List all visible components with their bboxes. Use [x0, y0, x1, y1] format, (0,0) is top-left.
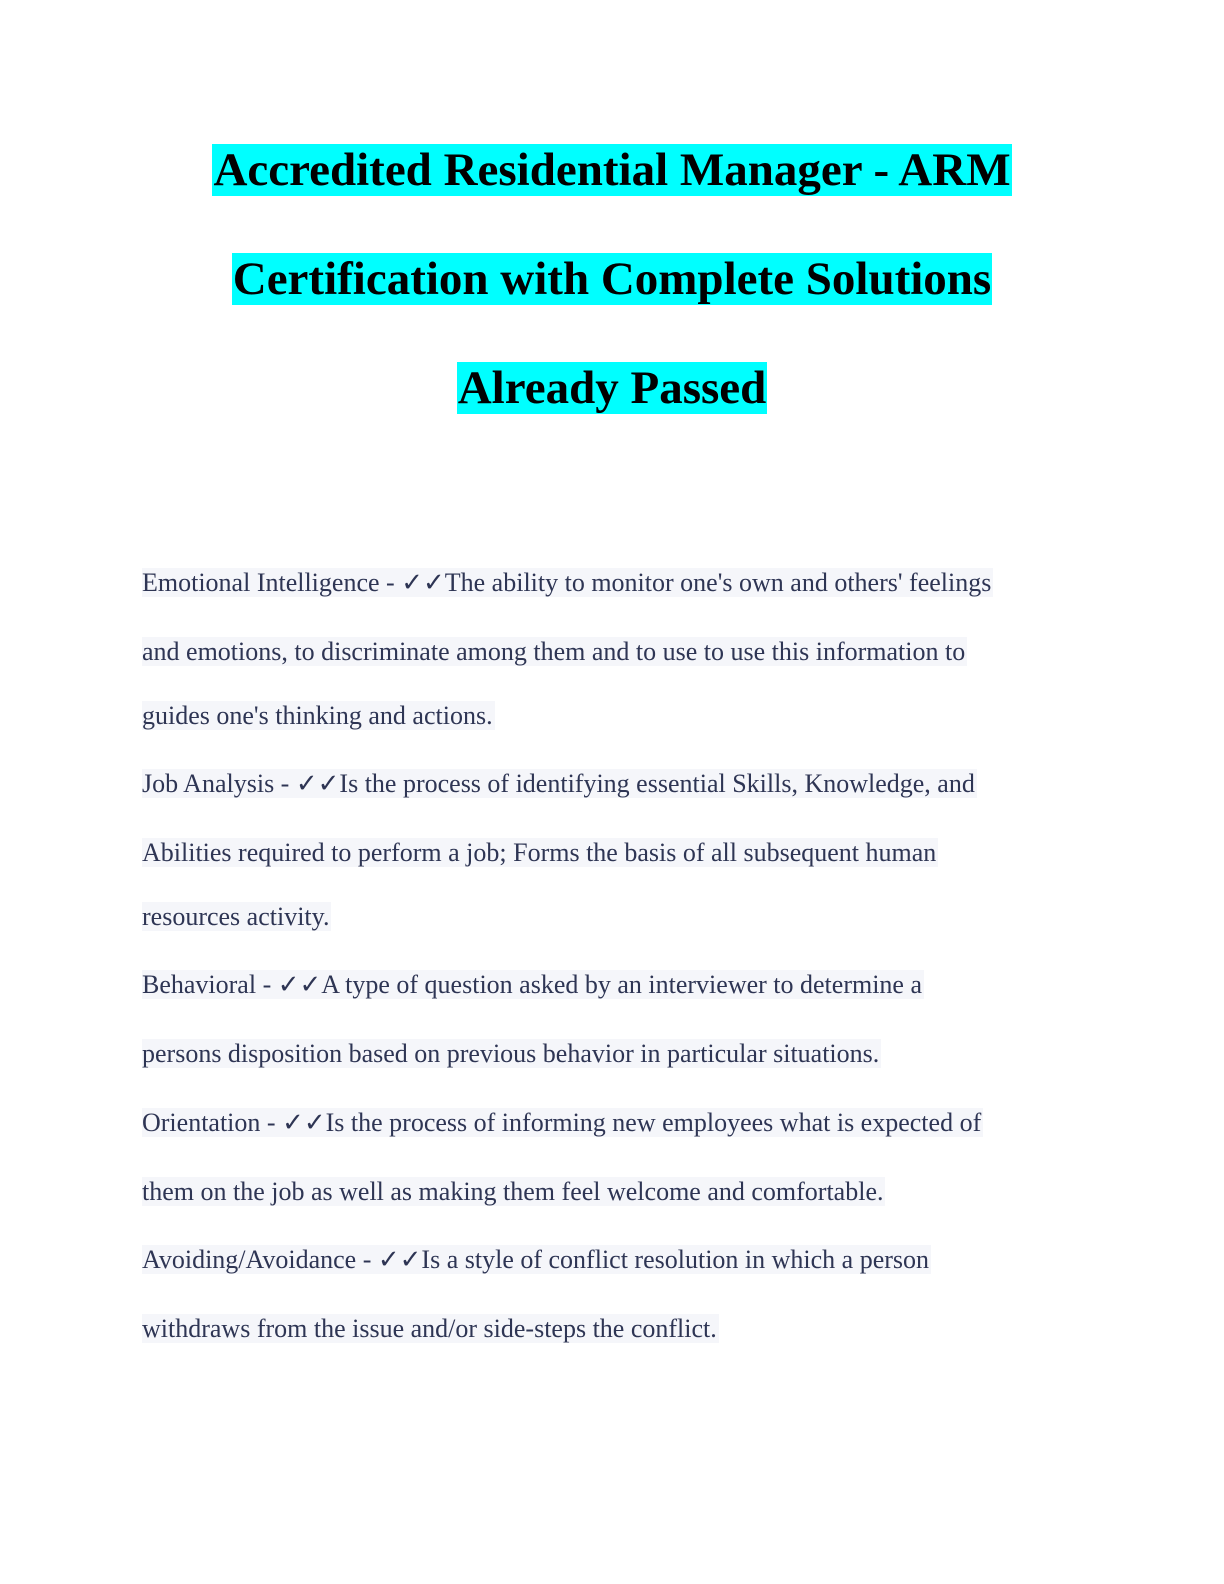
definition-line [142, 899, 331, 935]
title-text: Accredited Residential Manager - ARM [213, 144, 1011, 196]
definition-text: withdraws from the issue and/or side-steps the conflict. [142, 1314, 717, 1343]
title-line-3 [0, 360, 1224, 417]
definition-line [142, 835, 938, 871]
definition-line [142, 634, 967, 670]
definition-text: Emotional Intelligence - ✓✓The ability to monitor one's own and others' feelings [142, 568, 992, 597]
definition-line [142, 1174, 885, 1210]
definition-line [142, 1311, 719, 1347]
title-line-1 [0, 142, 1224, 199]
definition-text: Avoiding/Avoidance - ✓✓Is a style of conflict resolution in which a person [142, 1245, 930, 1274]
definition-text: persons disposition based on previous behavior in particular situations. [142, 1039, 880, 1068]
definition-text: Orientation - ✓✓Is the process of informing new employees what is expected of [142, 1108, 982, 1137]
definition-line [142, 698, 495, 734]
title-text: Already Passed [457, 362, 767, 414]
definition-text: guides one's thinking and actions. [142, 701, 493, 730]
definition-line [142, 565, 993, 601]
definition-text: resources activity. [142, 902, 330, 931]
definition-line [142, 1036, 881, 1072]
definition-text: and emotions, to discriminate among them and to use to use this information to [142, 637, 966, 666]
definition-text: Behavioral - ✓✓A type of question asked by an interviewer to determine a [142, 970, 922, 999]
definition-text: them on the job as well as making them feel welcome and comfortable. [142, 1177, 884, 1206]
title-text: Certification with Complete Solutions [232, 253, 992, 305]
definition-line [142, 766, 977, 802]
definition-text: Abilities required to perform a job; Forms the basis of all subsequent human [142, 838, 937, 867]
definition-text: Job Analysis - ✓✓Is the process of identifying essential Skills, Knowledge, and [142, 769, 975, 798]
definition-line [142, 1242, 931, 1278]
title-line-2 [0, 251, 1224, 308]
definition-line [142, 967, 924, 1003]
definition-line [142, 1105, 983, 1141]
